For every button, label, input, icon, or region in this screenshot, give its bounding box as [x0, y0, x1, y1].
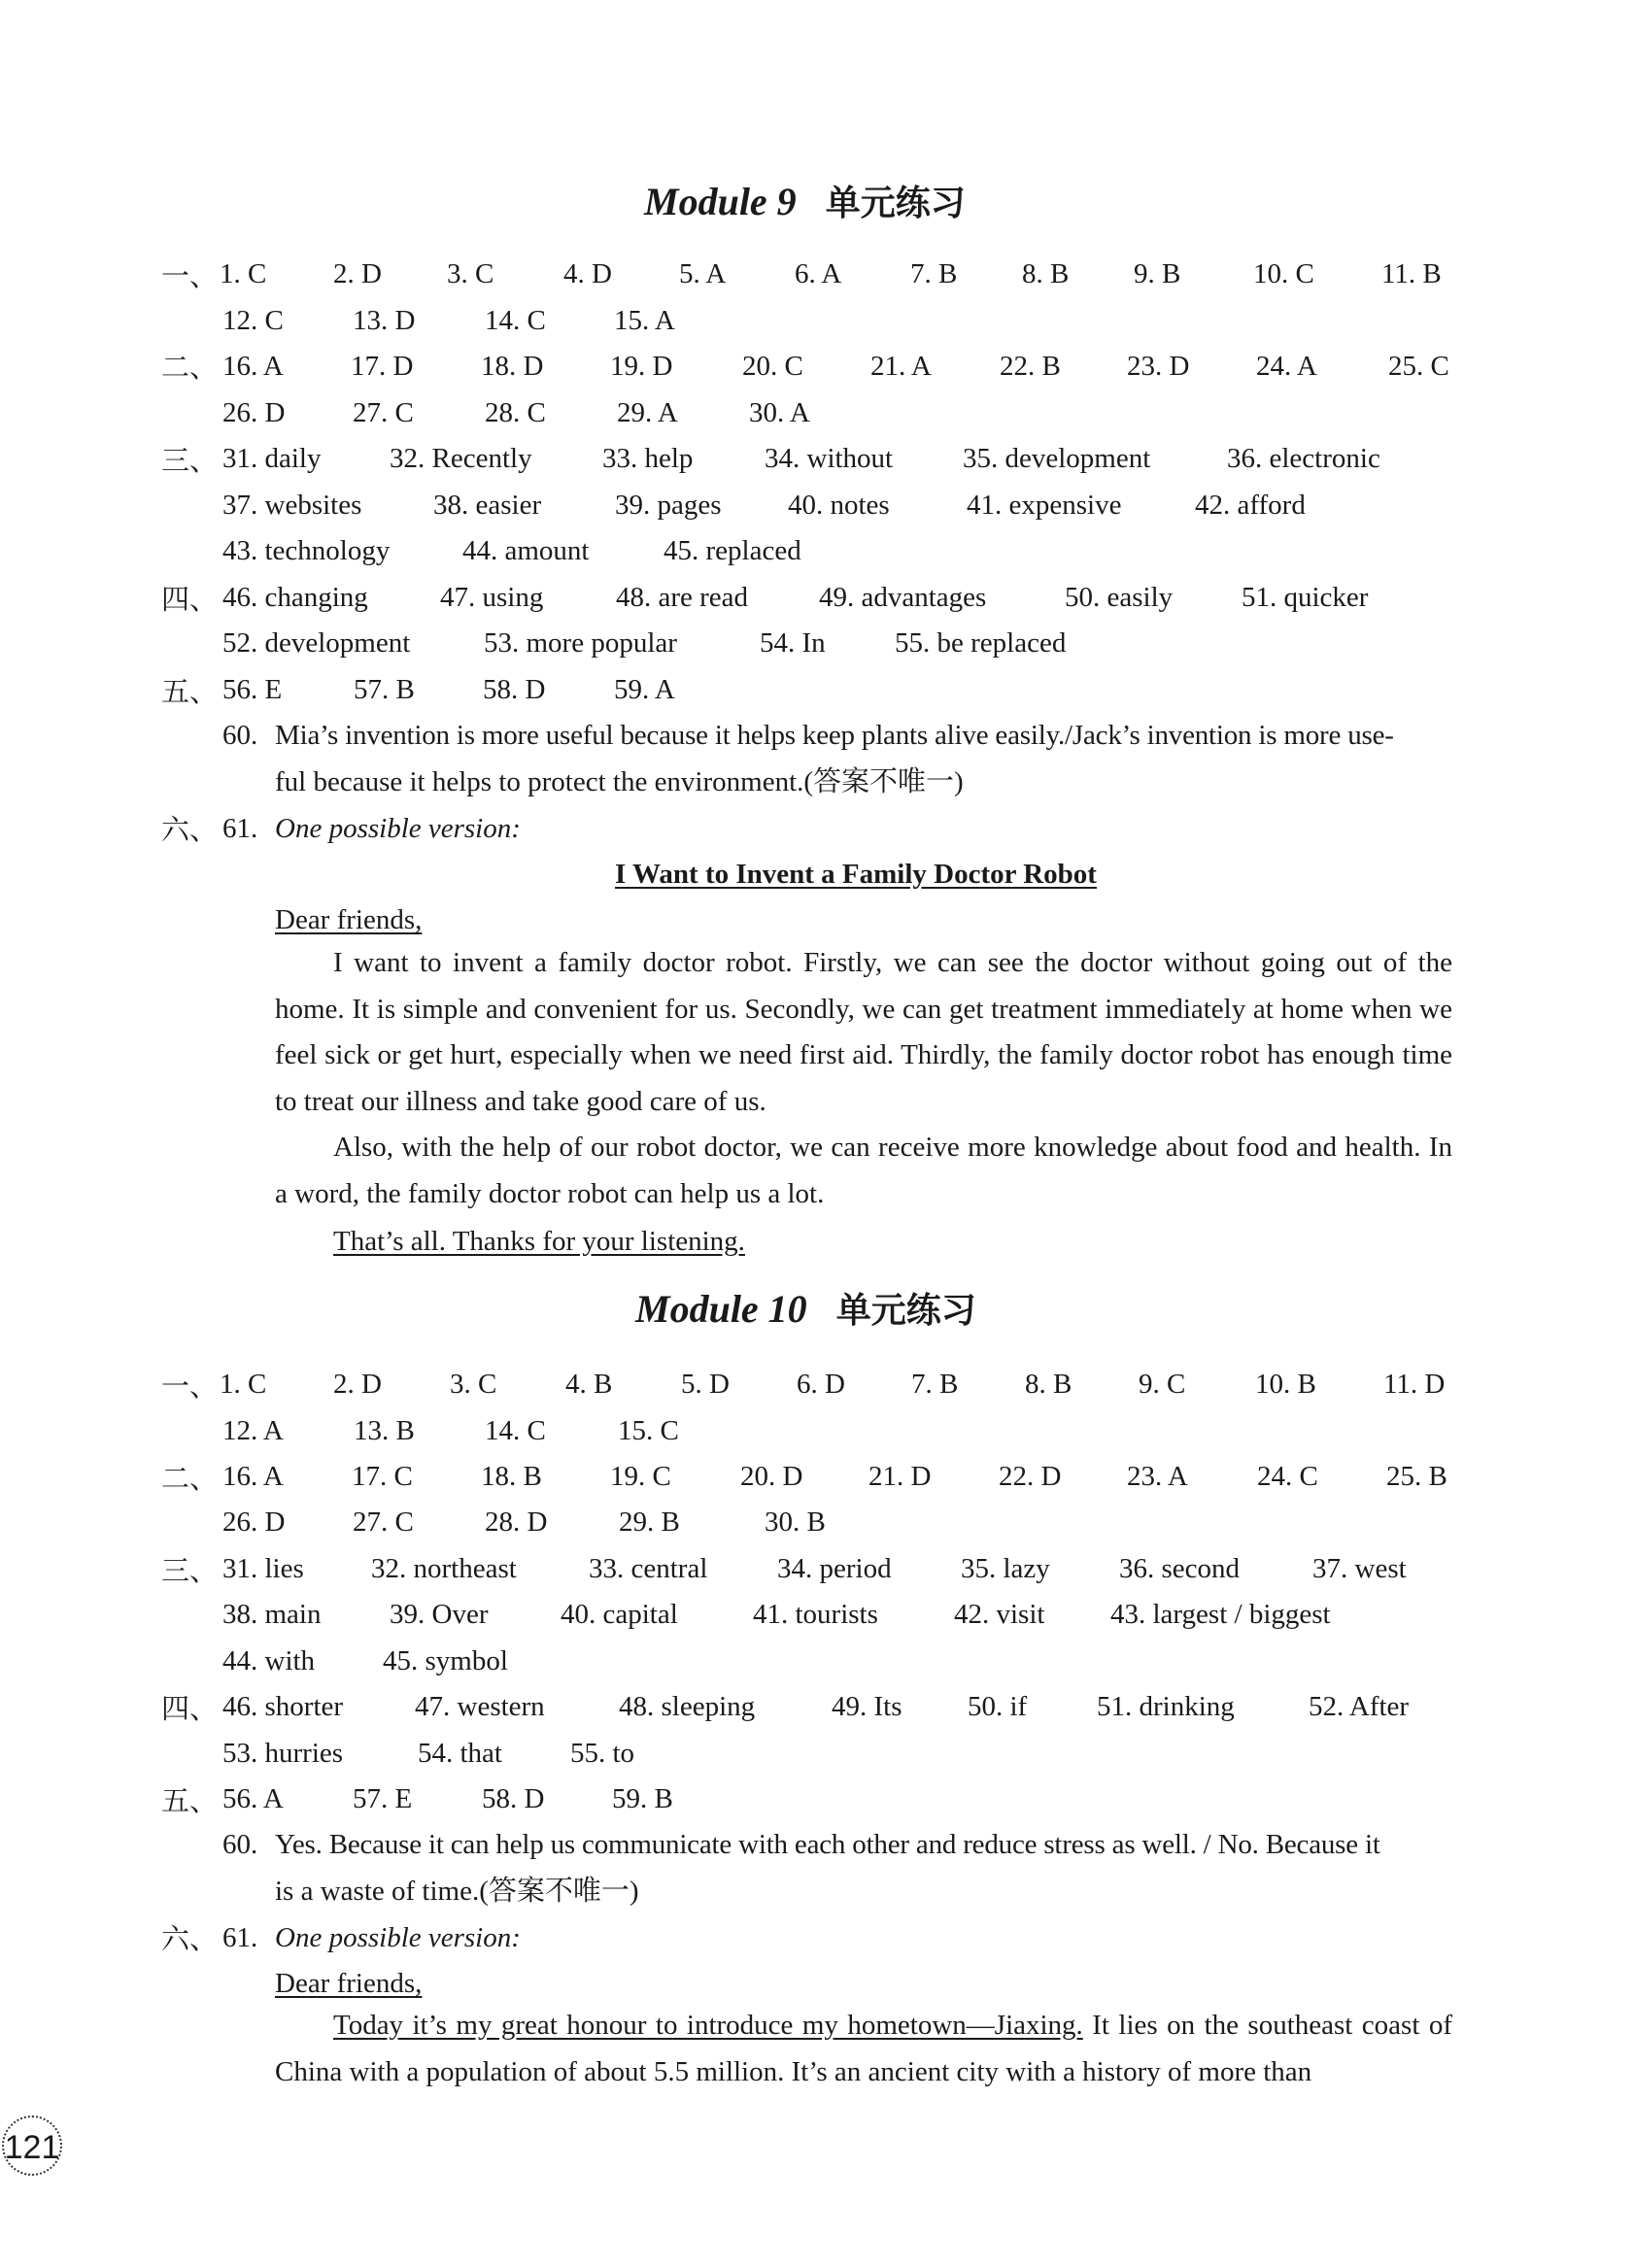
m9-section3-label: 三、: [161, 444, 219, 477]
m9-section2-label: 二、: [161, 351, 219, 384]
answer-item: 7. B: [911, 1369, 959, 1400]
page-number: 121: [2, 2116, 62, 2176]
answer-item: 43. largest / biggest: [1110, 1599, 1331, 1630]
answer-item: 11. B: [1381, 258, 1442, 289]
answer-item: 56. E: [222, 674, 283, 705]
answer-item: 13. B: [354, 1415, 415, 1446]
answer-item: 58. D: [483, 674, 546, 705]
answer-item: 20. D: [740, 1461, 803, 1492]
answer-item: 11. D: [1383, 1369, 1446, 1400]
answer-item: 54. In: [760, 627, 826, 659]
answer-item: 35. lazy: [961, 1553, 1050, 1584]
answer-item: 48. are read: [616, 582, 749, 613]
answer-item: 57. E: [353, 1783, 413, 1814]
answer-item: 27. C: [353, 1506, 414, 1538]
answer-item: 10. B: [1255, 1369, 1316, 1400]
answer-item: 38. easier: [433, 490, 542, 521]
answer-item: 47. using: [440, 582, 544, 613]
m10-section3-label: 三、: [161, 1554, 219, 1587]
answer-item: 55. to: [570, 1738, 635, 1769]
m10-section2-label: 二、: [161, 1462, 219, 1495]
m10-q60-line2: is a waste of time.(答案不唯一): [275, 1876, 639, 1907]
answer-item: 36. electronic: [1227, 443, 1380, 474]
m10-section4-label: 四、: [161, 1692, 219, 1725]
answer-item: 53. hurries: [222, 1738, 344, 1769]
answer-item: 12. A: [222, 1415, 284, 1446]
answer-item: 48. sleeping: [619, 1691, 756, 1722]
answer-item: 40. notes: [788, 490, 890, 521]
answer-item: 18. D: [481, 351, 544, 382]
answer-item: 38. main: [222, 1599, 322, 1630]
answer-item: 14. C: [485, 1415, 546, 1446]
answer-item: 58. D: [482, 1783, 545, 1814]
answer-item: 13. D: [353, 305, 416, 336]
answer-item: 21. D: [868, 1461, 932, 1492]
answer-item: 27. C: [353, 397, 414, 428]
answer-item: 2. D: [333, 258, 382, 289]
answer-item: 53. more popular: [484, 627, 677, 659]
answer-item: 37. west: [1312, 1553, 1407, 1584]
answer-item: 32. Recently: [390, 443, 532, 474]
answer-item: 12. C: [222, 305, 284, 336]
m9-q61-intro: One possible version:: [275, 813, 521, 844]
answer-item: 5. D: [681, 1369, 730, 1400]
answer-item: 21. A: [870, 351, 932, 382]
answer-item: 26. D: [222, 397, 286, 428]
answer-item: 18. B: [481, 1461, 542, 1492]
answer-item: 46. changing: [222, 582, 368, 613]
m10-q60-number: 60.: [222, 1829, 258, 1860]
answer-item: 25. B: [1386, 1461, 1447, 1492]
answer-item: 16. A: [222, 351, 284, 382]
answer-item: 29. A: [617, 397, 678, 428]
answer-item: 44. with: [222, 1645, 316, 1676]
module10-title-zh: 单元练习: [835, 1291, 976, 1331]
m9-section1-label: 一、: [161, 259, 219, 292]
module9-title-en: Module 9: [644, 180, 797, 223]
answer-item: 26. D: [222, 1506, 286, 1538]
answer-item: 51. drinking: [1097, 1691, 1235, 1722]
answer-item: 24. C: [1257, 1461, 1318, 1492]
answer-item: 47. western: [415, 1691, 545, 1722]
answer-item: 50. easily: [1065, 582, 1174, 613]
m10-section5-label: 五、: [161, 1784, 219, 1817]
answer-item: 19. C: [610, 1461, 671, 1492]
m10-q60-line1: Yes. Because it can help us communicate with each other and reduce stress as well. / No. Because it: [275, 1829, 1380, 1860]
m9-section4-label: 四、: [161, 583, 219, 616]
m9-essay-paragraph2: Also, with the help of our robot doctor, we can receive more knowledge about food and health. In a word, the family doctor robot can help us a lot.: [275, 1132, 1452, 1209]
answer-item: 6. A: [795, 258, 842, 289]
answer-item: 4. B: [565, 1369, 613, 1400]
answer-item: 31. daily: [222, 443, 322, 474]
answer-item: 22. D: [999, 1461, 1062, 1492]
answer-item: 45. replaced: [664, 535, 801, 566]
answer-item: 3. C: [447, 258, 494, 289]
m10-essay-greeting: Dear friends,: [275, 1968, 423, 1999]
answer-item: 37. websites: [222, 490, 362, 521]
answer-item: 17. D: [351, 351, 414, 382]
answer-item: 49. advantages: [819, 582, 987, 613]
m10-essay-paragraph1-rest: It lies on the southeast coast of China with a population of about 5.5 million. It’s an ancient city with a history of more than: [275, 2010, 1452, 2087]
answer-item: 23. D: [1127, 351, 1190, 382]
m9-q60-line1: Mia’s invention is more useful because it helps keep plants alive easily./Jack’s invention is more use-: [275, 720, 1394, 751]
answer-item: 6. D: [797, 1369, 845, 1400]
answer-item: 35. development: [963, 443, 1151, 474]
answer-item: 9. B: [1134, 258, 1181, 289]
m10-q61-number: 61.: [222, 1922, 258, 1953]
m9-essay-title: I Want to Invent a Family Doctor Robot: [615, 859, 1097, 890]
answer-item: 41. tourists: [753, 1599, 878, 1630]
m10-q61-intro: One possible version:: [275, 1922, 521, 1953]
answer-item: 8. B: [1025, 1369, 1072, 1400]
answer-item: 57. B: [354, 674, 415, 705]
answer-item: 28. D: [485, 1506, 548, 1538]
answer-item: 30. B: [765, 1506, 826, 1538]
answer-item: 39. pages: [615, 490, 722, 521]
module9-title-zh: 单元练习: [825, 184, 966, 223]
module10-title-en: Module 10: [635, 1287, 807, 1331]
answer-item: 45. symbol: [383, 1645, 508, 1676]
answer-item: 1. C: [220, 1369, 267, 1400]
answer-item: 7. B: [910, 258, 958, 289]
answer-item: 33. help: [602, 443, 694, 474]
answer-item: 59. A: [614, 674, 675, 705]
m10-essay-paragraph1: [275, 2003, 1452, 2095]
m9-essay-greeting: Dear friends,: [275, 904, 423, 935]
answer-item: 43. technology: [222, 535, 391, 566]
answer-item: 44. amount: [462, 535, 590, 566]
m9-section6-label: 六、: [161, 813, 219, 846]
answer-item: 10. C: [1253, 258, 1314, 289]
m9-section5-label: 五、: [161, 675, 219, 708]
answer-item: 36. second: [1119, 1553, 1241, 1584]
answer-item: 19. D: [610, 351, 673, 382]
m9-q60-number: 60.: [222, 720, 258, 751]
answer-item: 4. D: [563, 258, 612, 289]
answer-item: 5. A: [679, 258, 727, 289]
answer-item: 14. C: [485, 305, 546, 336]
answer-item: 9. C: [1139, 1369, 1186, 1400]
answer-item: 56. A: [222, 1783, 284, 1814]
m9-q61-number: 61.: [222, 813, 258, 844]
answer-item: 23. A: [1127, 1461, 1188, 1492]
m10-section6-label: 六、: [161, 1922, 219, 1955]
answer-item: 50. if: [968, 1691, 1028, 1722]
answer-item: 2. D: [333, 1369, 382, 1400]
answer-item: 49. Its: [832, 1691, 902, 1722]
answer-item: 1. C: [220, 258, 267, 289]
answer-item: 15. C: [618, 1415, 679, 1446]
m10-section1-label: 一、: [161, 1370, 219, 1403]
answer-item: 41. expensive: [967, 490, 1122, 521]
answer-item: 24. A: [1256, 351, 1317, 382]
answer-item: 8. B: [1022, 258, 1070, 289]
m9-essay-closing: That’s all. Thanks for your listening.: [333, 1226, 745, 1257]
answer-item: 31. lies: [222, 1553, 304, 1584]
answer-item: 55. be replaced: [895, 627, 1067, 659]
answer-item: 51. quicker: [1242, 582, 1369, 613]
module10-title: [635, 1287, 976, 1331]
answer-item: 40. capital: [561, 1599, 678, 1630]
answer-item: 30. A: [749, 397, 810, 428]
answer-item: 20. C: [742, 351, 803, 382]
answer-item: 39. Over: [390, 1599, 489, 1630]
answer-item: 33. central: [589, 1553, 708, 1584]
answer-item: 29. B: [619, 1506, 680, 1538]
m9-essay-paragraph1: I want to invent a family doctor robot. Firstly, we can see the doctor without going out of the home. It is simple and convenient for us. Secondly, we can get treatment immediately at home when we feel sick or get hurt, especially when we need first aid. Thirdly, the family doctor robot has enough time to treat our illness and take good care of us.: [275, 947, 1452, 1117]
m9-q60-line2: ful because it helps to protect the environment.(答案不唯一): [275, 766, 964, 797]
answer-item: 34. without: [765, 443, 894, 474]
answer-item: 42. visit: [954, 1599, 1045, 1630]
answer-item: 17. C: [352, 1461, 413, 1492]
m10-essay-intro-sentence: Today it’s my great honour to introduce my hometown—Jiaxing.: [333, 2010, 1083, 2041]
answer-item: 32. northeast: [371, 1553, 517, 1584]
answer-item: 52. After: [1309, 1691, 1410, 1722]
answer-item: 46. shorter: [222, 1691, 344, 1722]
answer-item: 59. B: [612, 1783, 673, 1814]
answer-item: 52. development: [222, 627, 411, 659]
answer-item: 54. that: [418, 1738, 502, 1769]
answer-item: 42. afford: [1195, 490, 1306, 521]
module9-title: [644, 180, 966, 223]
answer-item: 28. C: [485, 397, 546, 428]
answer-item: 3. C: [450, 1369, 497, 1400]
answer-item: 22. B: [1000, 351, 1061, 382]
answer-item: 34. period: [777, 1553, 892, 1584]
answer-item: 15. A: [614, 305, 675, 336]
answer-item: 16. A: [222, 1461, 284, 1492]
answer-item: 25. C: [1388, 351, 1449, 382]
